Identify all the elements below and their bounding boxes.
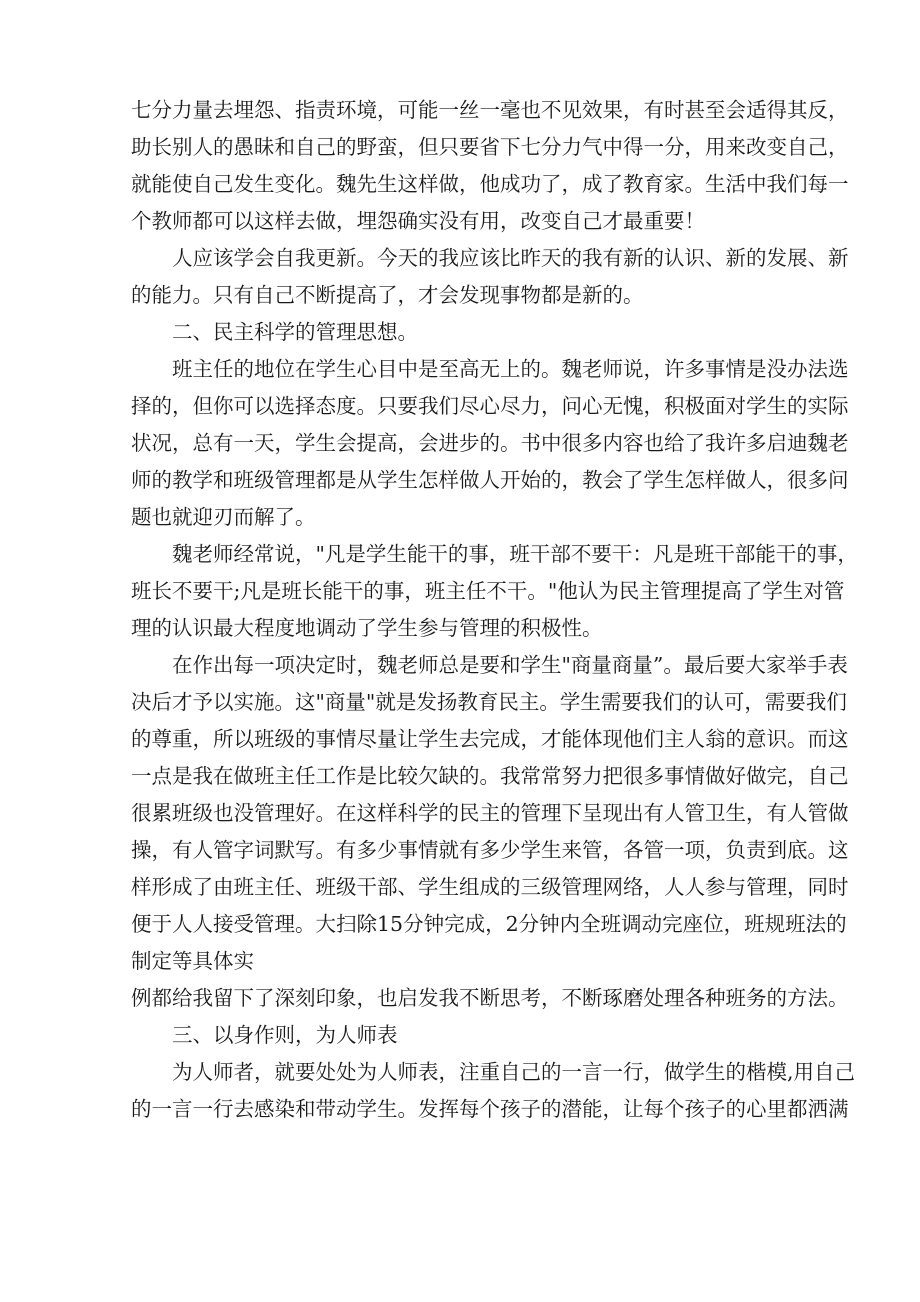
text-line: 便于人人接受管理。大扫除15分钟完成，2分钟内全班调动完座位，班规班法的 (131, 912, 847, 936)
text-line: 助长别人的愚昧和自己的野蛮，但只要省下七分力气中得一分，用来改变自己， (131, 135, 849, 159)
paragraph-9 (131, 1054, 856, 1128)
text-line: 很累班级也没管理好。在这样科学的民主的管理下呈现出有人管卫生，有人管做 (131, 801, 849, 825)
text-line: 决后才予以实施。这"商量"就是发扬教育民主。学生需要我们的认可，需要我们 (131, 690, 847, 714)
text-line: 题也就迎刃而解了。 (131, 505, 316, 529)
text-line: 理的认识最大程度地调动了学生参与管理的积极性。 (131, 616, 603, 640)
paragraph-5 (131, 536, 858, 647)
text-line: 例都给我留下了深刻印象，也启发我不断思考，不断琢磨处理各种班务的方法。 (131, 986, 849, 1010)
text-line: 个教师都可以这样去做，埋怨确实没有用，改变自己才最重要！ (131, 209, 705, 233)
text-line: 班主任的地位在学生心目中是至高无上的。魏老师说，许多事情是没办法选 (172, 357, 849, 381)
heading-text: 二、民主科学的管理思想。 (172, 320, 418, 344)
text-line: 样形成了由班主任、班级干部、学生组成的三级管理网络，人人参与管理，同时 (131, 875, 849, 899)
paragraph-6 (131, 647, 849, 980)
paragraph-1 (131, 92, 849, 240)
paragraph-4 (131, 351, 849, 536)
heading-text: 三、以身作则，为人师表 (172, 1023, 398, 1047)
text-line: 的一言一行去感染和带动学生。发挥每个孩子的潜能，让每个孩子的心里都洒满 (131, 1097, 849, 1121)
text-line: 师的教学和班级管理都是从学生怎样做人开始的，教会了学生怎样做人，很多问 (131, 468, 849, 492)
text-line: 在作出每一项决定时，魏老师总是要和学生"商量商量”。最后要大家举手表 (172, 653, 848, 677)
text-line: 就能使自己发生变化。魏先生这样做，他成功了，成了教育家。生活中我们每一 (131, 172, 849, 196)
section-heading-3 (131, 1017, 836, 1054)
section-heading-2 (131, 314, 836, 351)
text-line: 一点是我在做班主任工作是比较欠缺的。我常常努力把很多事情做好做完，自己 (131, 764, 849, 788)
text-line: 班长不要干;凡是班长能干的事，班主任不干。"他认为民主管理提高了学生对管 (131, 579, 845, 603)
text-line: 的尊重，所以班级的事情尽量让学生去完成，才能体现他们主人翁的意识。而这 (131, 727, 849, 751)
text-line: 状况，总有一天，学生会提高，会进步的。书中很多内容也给了我许多启迪魏老 (131, 431, 849, 455)
text-line: 为人师者，就要处处为人师表，注重自己的一言一行，做学生的楷模,用自己 (172, 1060, 856, 1084)
text-line: 的能力。只有自己不断提高了，才会发现事物都是新的。 (131, 283, 644, 307)
paragraph-2 (131, 240, 849, 314)
text-line: 择的，但你可以选择态度。只要我们尽心尽力，问心无愧，积极面对学生的实际 (131, 394, 849, 418)
text-line: 魏老师经常说，"凡是学生能干的事，班干部不要干：凡是班干部能干的事， (172, 542, 858, 566)
text-line: 操，有人管字词默写。有多少事情就有多少学生来管，各管一项，负责到底。这 (131, 838, 849, 862)
text-line: 制定等具体实 (131, 949, 254, 973)
document-body (131, 92, 858, 1128)
text-line: 七分力量去埋怨、指责环境，可能一丝一毫也不见效果，有时甚至会适得其反， (131, 98, 849, 122)
text-line: 人应该学会自我更新。今天的我应该比昨天的我有新的认识、新的发展、新 (172, 246, 849, 270)
paragraph-7 (131, 980, 849, 1017)
